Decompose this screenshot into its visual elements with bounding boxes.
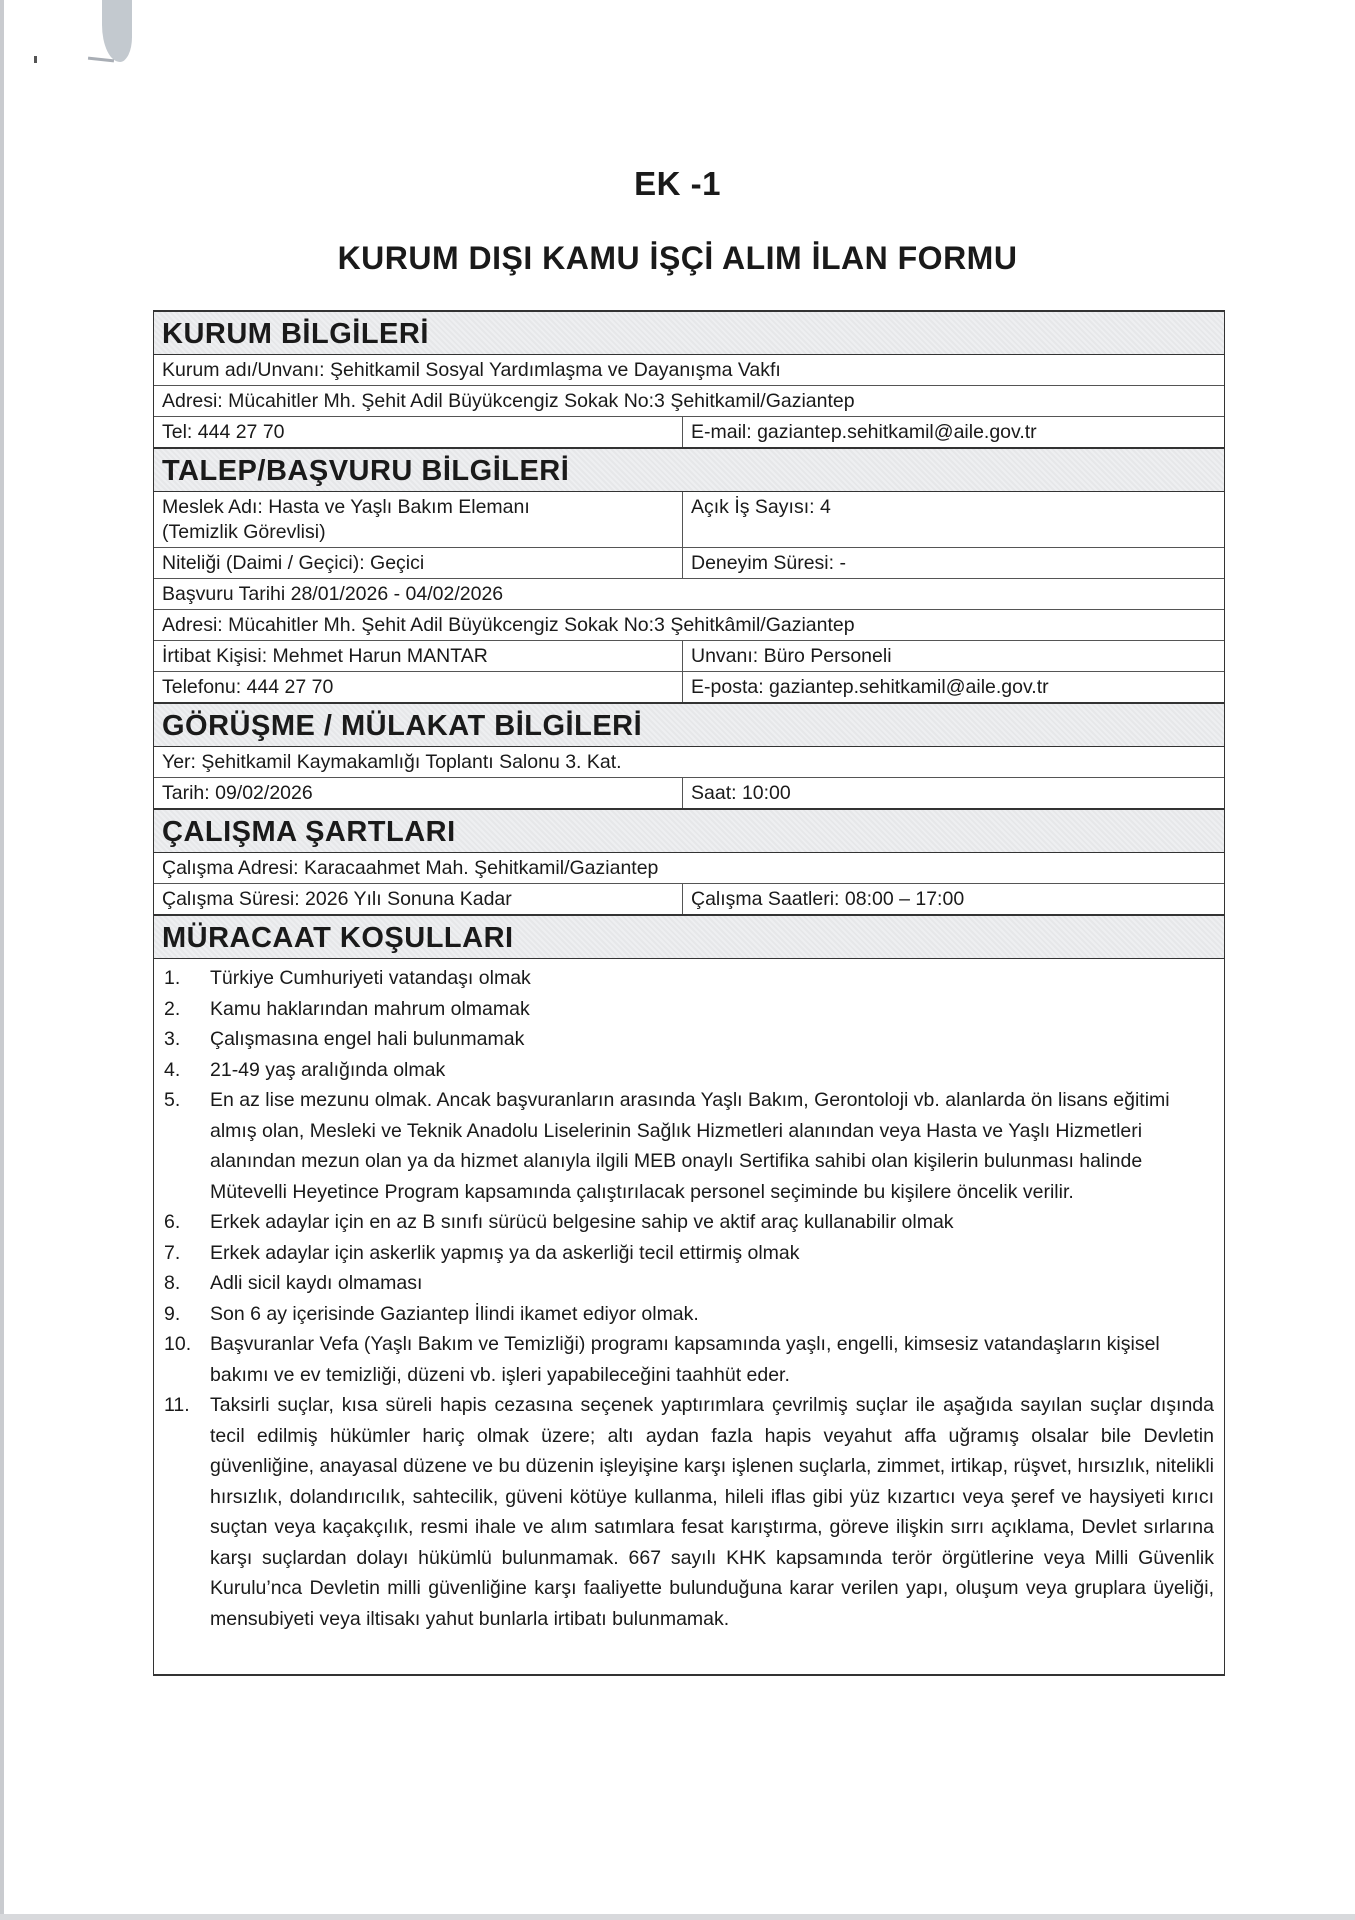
kurum-email: E-mail: gaziantep.sehitkamil@aile.gov.tr bbox=[691, 421, 1037, 443]
condition-item bbox=[154, 1055, 1224, 1086]
condition-number: 1. bbox=[164, 967, 181, 989]
section-heading-calisma-sartlari: ÇALIŞMA ŞARTLARI bbox=[154, 808, 1224, 853]
condition-text: Kamu haklarından mahrum olmamak bbox=[210, 997, 530, 1020]
job-announcement-form bbox=[153, 310, 1225, 1676]
niteligi: Niteliği (Daimi / Geçici): Geçici bbox=[154, 548, 683, 578]
acik-is-sayisi: Açık İş Sayısı: 4 bbox=[691, 496, 831, 518]
kurum-adres: Adresi: Mücahitler Mh. Şehit Adil Büyükcengiz Sokak No:3 Şehitkamil/Gaziantep bbox=[162, 390, 855, 412]
row-meslek bbox=[154, 492, 1224, 548]
irtibat-kisisi: İrtibat Kişisi: Mehmet Harun MANTAR bbox=[154, 641, 683, 671]
condition-number: 2. bbox=[164, 997, 181, 1020]
row-kurum-adres bbox=[154, 386, 1224, 417]
condition-text: Türkiye Cumhuriyeti vatandaşı olmak bbox=[210, 967, 531, 989]
mulakat-tarih: Tarih: 09/02/2026 bbox=[154, 778, 683, 808]
condition-item bbox=[154, 1238, 1224, 1269]
row-basvuru-tarihi bbox=[154, 579, 1224, 610]
condition-item bbox=[154, 1024, 1224, 1055]
condition-text: Çalışmasına engel hali bulunmamak bbox=[210, 1028, 525, 1050]
row-nitelik bbox=[154, 548, 1224, 579]
section-heading-gorusme-mulakat: GÖRÜŞME / MÜLAKAT BİLGİLERİ bbox=[154, 702, 1224, 747]
condition-item bbox=[154, 1390, 1224, 1634]
row-kurum-iletisim bbox=[154, 417, 1224, 447]
document-title: KURUM DIŞI KAMU İŞÇİ ALIM İLAN FORMU bbox=[337, 240, 1018, 276]
row-mulakat-yer bbox=[154, 747, 1224, 778]
condition-item bbox=[154, 1329, 1224, 1390]
scan-artifact-tail bbox=[88, 57, 114, 63]
calisma-adres: Çalışma Adresi: Karacaahmet Mah. Şehitkamil/Gaziantep bbox=[162, 857, 659, 879]
row-irtibat bbox=[154, 641, 1224, 672]
condition-item bbox=[154, 1085, 1224, 1207]
condition-text: Son 6 ay içerisinde Gaziantep İlindi ikamet ediyor olmak. bbox=[210, 1302, 699, 1325]
scan-bottom-edge bbox=[0, 1914, 1355, 1920]
condition-text: Başvuranlar Vefa (Yaşlı Bakım ve Temizliği) programı kapsamında yaşlı, engelli, kimsesiz vatandaşların kişisel bakımı ve ev temizliği, düzeni vb. işleri yapabileceğini taahhüt eder. bbox=[210, 1333, 1160, 1386]
condition-text: Erkek adaylar için askerlik yapmış ya da askerliği tecil ettirmiş olmak bbox=[210, 1241, 800, 1264]
scan-artifact-dot bbox=[34, 56, 37, 63]
kurum-tel: Tel: 444 27 70 bbox=[154, 417, 683, 447]
section-heading-muracaat-kosullari: MÜRACAAT KOŞULLARI bbox=[154, 914, 1224, 959]
row-calisma-adres bbox=[154, 853, 1224, 884]
row-mulakat-zaman bbox=[154, 778, 1224, 808]
section-heading-talep-basvuru: TALEP/BAŞVURU BİLGİLERİ bbox=[154, 447, 1224, 492]
basvuru-adres: Adresi: Mücahitler Mh. Şehit Adil Büyükcengiz Sokak No:3 Şehitkâmil/Gaziantep bbox=[162, 614, 855, 636]
condition-item bbox=[154, 1268, 1224, 1299]
scan-left-edge bbox=[0, 0, 4, 1920]
condition-text: 21-49 yaş aralığında olmak bbox=[210, 1058, 446, 1081]
condition-item bbox=[154, 963, 1224, 994]
condition-number: 5. bbox=[164, 1089, 181, 1111]
condition-number: 7. bbox=[164, 1241, 181, 1264]
deneyim-suresi: Deneyim Süresi: - bbox=[691, 552, 846, 574]
calisma-saatleri: Çalışma Saatleri: 08:00 – 17:00 bbox=[691, 888, 965, 910]
annex-label: EK -1 bbox=[634, 165, 721, 202]
meslek-adi-line2: (Temizlik Görevlisi) bbox=[162, 521, 326, 543]
condition-text: Taksirli suçlar, kısa süreli hapis cezasına seçenek yaptırımlara çevrilmiş suçlar ile aşağıda sayılan suçlar dışında tecil edilmiş hükümler hariç olmak üzere; altı aydan fazla hapis veyahut affa uğramış olsalar bile Devletin güvenliğine, anayasal düzene ve bu düzenin işleyişine karşı işlenen suçlarla, zimmet, irtikap, rüşvet, hırsızlık, nitelikli hırsızlık, dolandırıcılık, sahtecilik, güveni kötüye kullanma, hileli iflas gibi yüz kızartıcı veya şeref ve haysiyeti kırıcı suçtan veya kaçakçılık, resmi ihale ve alım satımlara fesat karıştırma, göreve ilişkin sırrı açıklama, Devlet sırlarına karşı suçlardan dolayı hükümlü bulunmamak. 667 sayılı KHK kapsamında terör örgütlerine veya Milli Güvenlik Kurulu’nca Devletin milli güvenliğine karşı faaliyette bulunduğuna karar verilen yapı, oluşum veya gruplara üyeliği, mensubiyeti veya iltisakı yahut bunlarla irtibatı bulunmamak. bbox=[210, 1394, 1214, 1630]
conditions-list bbox=[154, 959, 1224, 1674]
condition-number: 3. bbox=[164, 1028, 181, 1050]
row-basvuru-adres bbox=[154, 610, 1224, 641]
row-basvuru-iletisim bbox=[154, 672, 1224, 702]
condition-item bbox=[154, 994, 1224, 1025]
basvuru-tarihi: Başvuru Tarihi 28/01/2026 - 04/02/2026 bbox=[162, 583, 504, 605]
condition-item bbox=[154, 1207, 1224, 1238]
condition-text: Adli sicil kaydı olmaması bbox=[210, 1272, 423, 1294]
condition-text: En az lise mezunu olmak. Ancak başvuranların arasında Yaşlı Bakım, Gerontoloji vb. alanlarda ön lisans eğitimi almış olan, Mesleki ve Teknik Anadolu Liselerinin Sağlık Hizmetleri alanından veya Hasta ve Yaşlı Hizmetleri alanından mezun olan ya da hizmet alanıyla ilgili MEB onaylı Sertifika sahibi olan kişilerin bulunması halinde Mütevelli Heyetince Program kapsamında çalıştırılacak personel seçiminde bu kişilere öncelik verilir. bbox=[210, 1089, 1170, 1203]
condition-number: 8. bbox=[164, 1272, 181, 1294]
mulakat-saat: Saat: 10:00 bbox=[691, 782, 791, 804]
mulakat-yer: Yer: Şehitkamil Kaymakamlığı Toplantı Salonu 3. Kat. bbox=[162, 751, 622, 773]
scan-artifact-mark bbox=[102, 0, 132, 62]
condition-text: Erkek adaylar için en az B sınıfı sürücü belgesine sahip ve aktif araç kullanabilir olmak bbox=[210, 1211, 954, 1233]
kurum-adi: Kurum adı/Unvanı: Şehitkamil Sosyal Yardımlaşma ve Dayanışma Vakfı bbox=[162, 359, 781, 381]
e-posta: E-posta: gaziantep.sehitkamil@aile.gov.tr bbox=[691, 676, 1049, 698]
condition-number: 4. bbox=[164, 1058, 181, 1081]
telefonu: Telefonu: 444 27 70 bbox=[154, 672, 683, 702]
condition-item bbox=[154, 1299, 1224, 1330]
row-calisma-sure bbox=[154, 884, 1224, 914]
condition-number: 11. bbox=[164, 1394, 190, 1416]
condition-number: 10. bbox=[164, 1333, 192, 1355]
calisma-suresi: Çalışma Süresi: 2026 Yılı Sonuna Kadar bbox=[154, 884, 683, 914]
section-heading-kurum-bilgileri: KURUM BİLGİLERİ bbox=[154, 310, 1224, 355]
meslek-adi-line1: Meslek Adı: Hasta ve Yaşlı Bakım Elemanı bbox=[162, 496, 530, 518]
condition-number: 9. bbox=[164, 1302, 181, 1325]
meslek-adi bbox=[154, 492, 683, 547]
unvani: Unvanı: Büro Personeli bbox=[691, 645, 892, 667]
condition-number: 6. bbox=[164, 1211, 181, 1233]
row-kurum-adi bbox=[154, 355, 1224, 386]
